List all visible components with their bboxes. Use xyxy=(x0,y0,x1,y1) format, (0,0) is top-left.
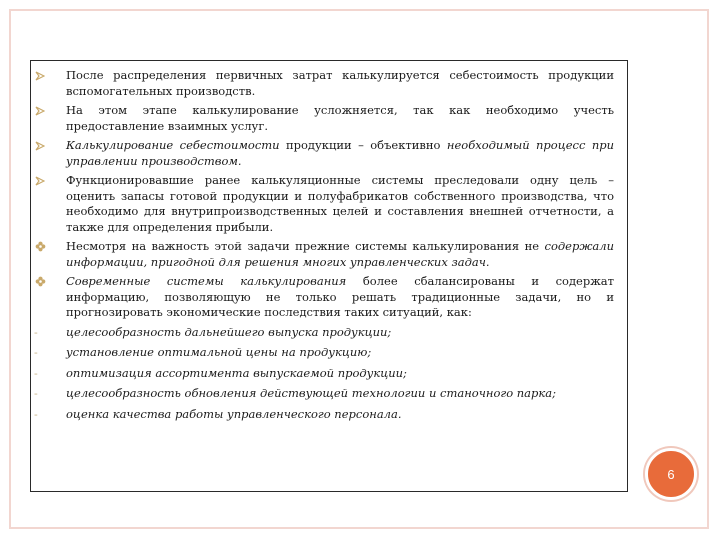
list-item xyxy=(34,345,614,361)
list-item xyxy=(34,386,614,402)
dash-bullet-icon: - xyxy=(34,387,38,400)
list-item xyxy=(34,366,614,382)
flower-bullet-icon xyxy=(34,239,46,254)
bullet-list xyxy=(34,68,614,427)
dash-bullet-icon: - xyxy=(34,325,38,339)
dash-bullet-icon: - xyxy=(34,407,38,421)
item-text: Несмотря на важность этой задачи прежние системы калькулирования не xyxy=(66,239,545,253)
arrow-bullet-icon xyxy=(34,68,46,83)
page-number-badge xyxy=(645,448,697,500)
item-text: более сбалансированы и содержат информацию, позволяющую не только решать традиционные задачи, но и прогнозировать экономические последствия таких ситуаций, как: xyxy=(66,274,614,319)
dash-bullet-icon: - xyxy=(34,346,38,359)
item-text: установление оптимальной цены на продукцию; xyxy=(66,345,372,359)
item-text: содержали информации, пригодной для решения многих управленческих задач. xyxy=(66,239,614,269)
item-text: Современные системы калькулирования xyxy=(66,274,363,288)
item-text: необходимый процесс при управлении производством. xyxy=(66,138,614,168)
list-item xyxy=(34,239,614,270)
item-text: продукции – объективно xyxy=(285,138,447,152)
item-text: Функционировавшие ранее калькуляционные системы преследовали одну цель – оценить запасы готовой продукции и полуфабрикатов собственного производства, что необходимо для внутрипроизводственных целей и составления внешней отчетности, а также для определения прибыли. xyxy=(66,173,614,234)
item-text: целесообразность обновления действующей технологии и станочного парка; xyxy=(66,386,556,400)
list-item xyxy=(34,103,614,134)
page-number: 6 xyxy=(667,466,675,482)
item-text: На этом этапе калькулирование усложняется, так как необходимо учесть предоставление взаимных услуг. xyxy=(66,103,614,133)
arrow-bullet-icon xyxy=(34,103,46,118)
item-text: Калькулирование себестоимости xyxy=(66,138,286,152)
list-item xyxy=(34,407,614,423)
list-item xyxy=(34,68,614,99)
item-text: целесообразность дальнейшего выпуска продукции; xyxy=(66,324,392,339)
item-text: оптимизация ассортимента выпускаемой продукции; xyxy=(66,365,407,380)
item-text: После распределения первичных затрат калькулируется себестоимость продукции вспомогательных производств. xyxy=(66,68,614,98)
arrow-bullet-icon xyxy=(34,138,46,153)
list-item xyxy=(34,138,614,169)
item-text: оценка качества работы управленческого персонала. xyxy=(66,406,402,421)
list-item xyxy=(34,173,614,235)
dash-bullet-icon: - xyxy=(34,366,38,380)
flower-bullet-icon xyxy=(34,274,46,289)
list-item xyxy=(34,325,614,341)
arrow-bullet-icon xyxy=(34,173,46,188)
list-item xyxy=(34,274,614,321)
